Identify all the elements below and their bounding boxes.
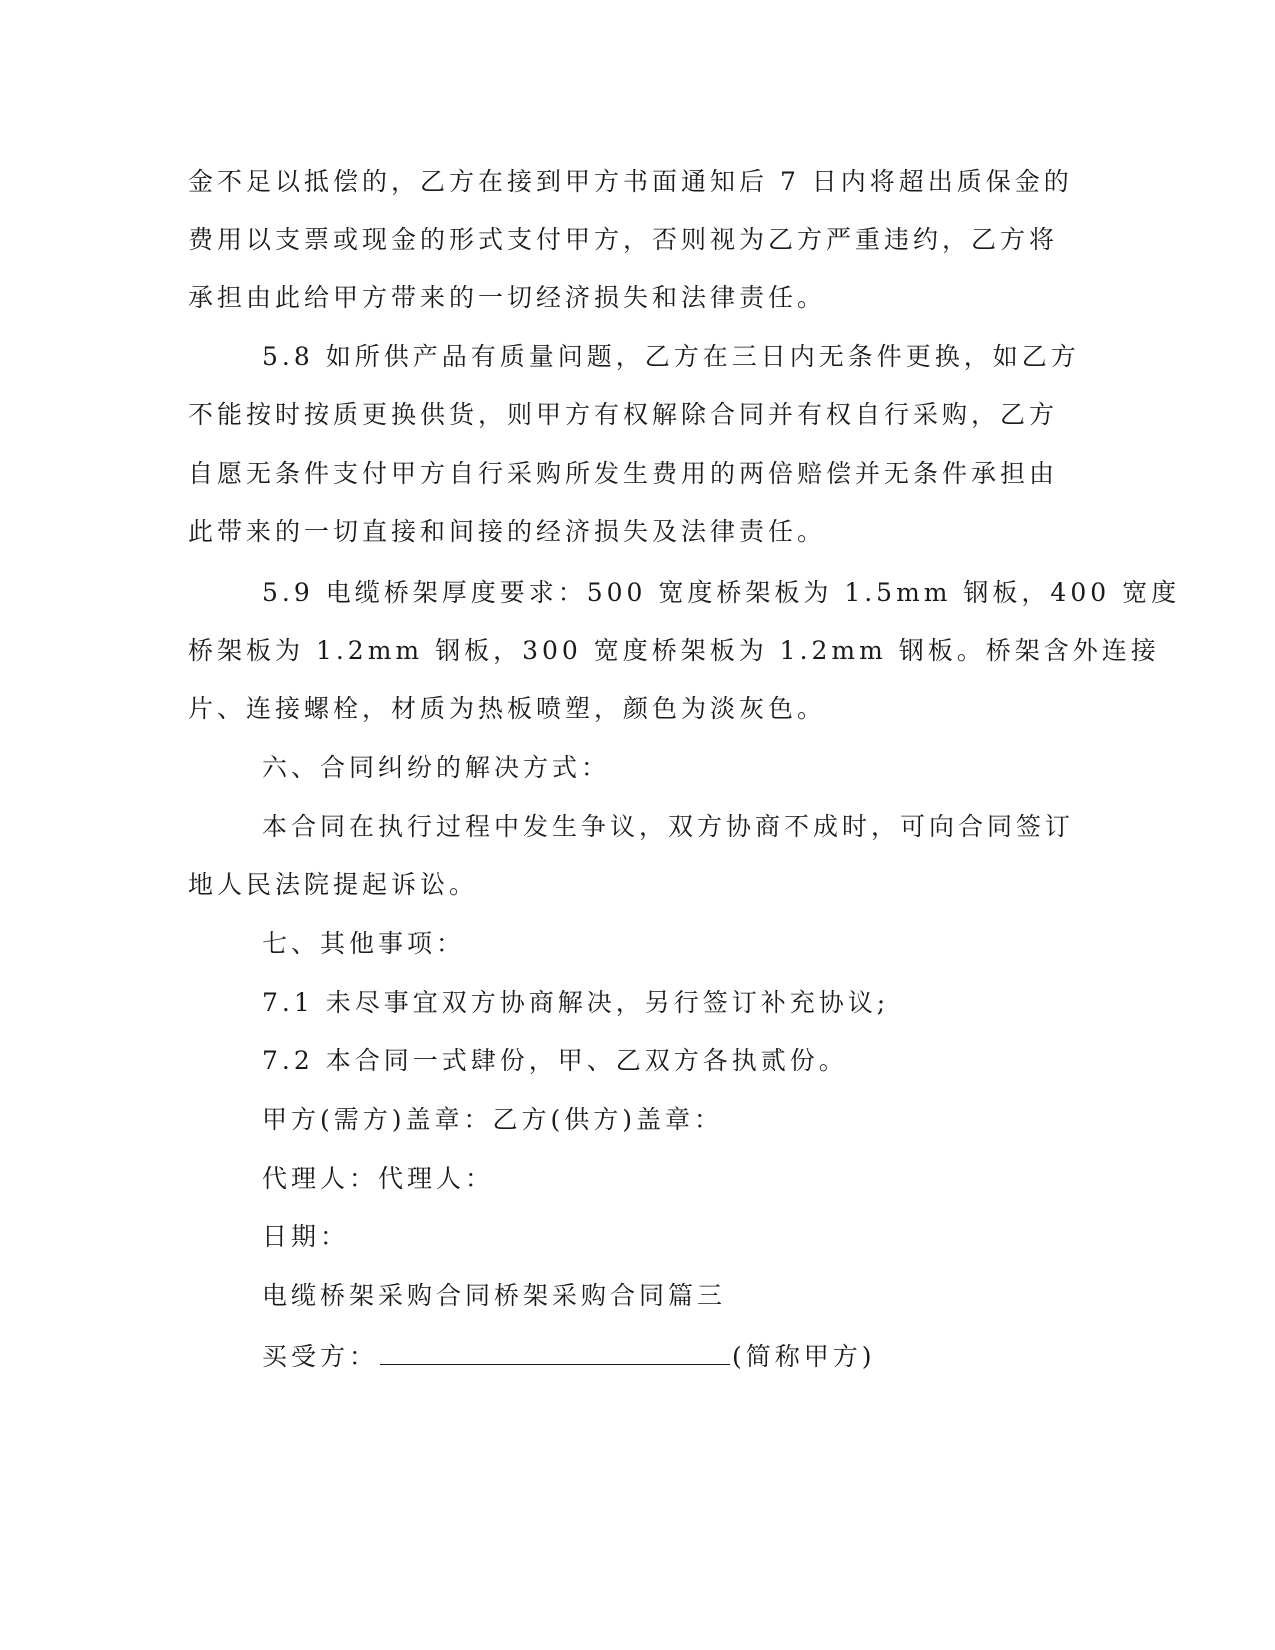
agent-line: 代理人：代理人： bbox=[262, 1164, 495, 1193]
clause-7-1: 7.1 未尽事宜双方协商解决，另行签订补充协议; bbox=[262, 988, 890, 1017]
clause-5-8-line-2: 不能按时按质更换供货，则甲方有权解除合同并有权自行采购，乙方 bbox=[188, 400, 1059, 429]
buyer-line bbox=[262, 1340, 876, 1372]
seal-line: 甲方(需方)盖章：乙方(供方)盖章： bbox=[262, 1105, 724, 1134]
buyer-suffix: (简称甲方) bbox=[732, 1342, 876, 1371]
clause-5-9-line-2: 桥架板为 1.2mm 钢板，300 宽度桥架板为 1.2mm 钢板。桥架含外连接 bbox=[188, 636, 1160, 665]
clause-5-8-line-3: 自愿无条件支付甲方自行采购所发生费用的两倍赔偿并无条件承担由 bbox=[188, 459, 1059, 488]
clause-5-8-line-1: 5.8 如所供产品有质量问题，乙方在三日内无条件更换，如乙方 bbox=[262, 342, 1080, 371]
clause-5-9-line-3: 片、连接螺栓，材质为热板喷塑，颜色为淡灰色。 bbox=[188, 694, 827, 723]
text-line-2: 费用以支票或现金的形式支付甲方，否则视为乙方严重违约，乙方将 bbox=[188, 225, 1059, 254]
section-6-line-2: 地人民法院提起诉讼。 bbox=[188, 870, 479, 899]
section-heading-6: 六、合同纠纷的解决方式： bbox=[262, 753, 611, 782]
clause-7-2: 7.2 本合同一式肆份，甲、乙双方各执贰份。 bbox=[262, 1046, 848, 1075]
buyer-label: 买受方： bbox=[262, 1342, 379, 1371]
text-line-1: 金不足以抵偿的，乙方在接到甲方书面通知后 7 日内将超出质保金的 bbox=[188, 167, 1073, 196]
section-6-line-1: 本合同在执行过程中发生争议，双方协商不成时，可向合同签订 bbox=[262, 812, 1075, 841]
section-title: 电缆桥架采购合同桥架采购合同篇三 bbox=[262, 1281, 727, 1310]
clause-5-8-line-4: 此带来的一切直接和间接的经济损失及法律责任。 bbox=[188, 517, 827, 546]
buyer-blank bbox=[380, 1340, 730, 1365]
clause-5-9-line-1: 5.9 电缆桥架厚度要求：500 宽度桥架板为 1.5mm 钢板，400 宽度 bbox=[262, 578, 1181, 607]
date-line: 日期： bbox=[262, 1222, 350, 1251]
section-heading-7: 七、其他事项： bbox=[262, 929, 466, 958]
text-line-3: 承担由此给甲方带来的一切经济损失和法律责任。 bbox=[188, 283, 827, 312]
